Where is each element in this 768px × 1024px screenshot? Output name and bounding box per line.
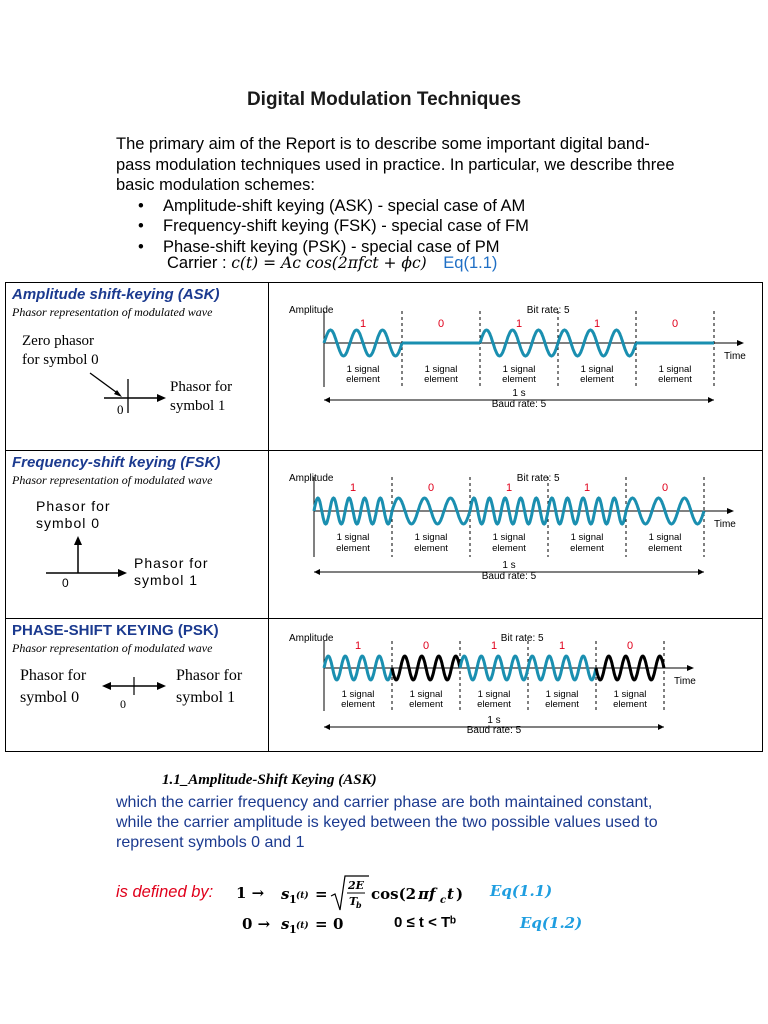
arrowhead (314, 569, 320, 575)
element-label: element (409, 699, 443, 710)
psk-description-cell (6, 619, 269, 752)
svg-text:1: 1 (289, 893, 298, 906)
arrowhead (74, 536, 82, 545)
phasor-label: symbol 0 (36, 515, 101, 531)
element-label: 1 signal (580, 364, 614, 375)
time-label: Time (674, 676, 696, 687)
svg-text:c: c (440, 895, 447, 906)
list-item: • Phase-shift keying (PSK) - special case of PM (116, 237, 676, 258)
intro-paragraph (116, 134, 676, 257)
duration-label: 1 s (487, 715, 501, 726)
bit-rate-label: Bit rate: 5 (516, 473, 560, 484)
arrowhead (118, 569, 127, 577)
equation-1 (236, 872, 479, 916)
bit-label: 1 (490, 640, 498, 652)
amplitude-label: Amplitude (289, 473, 334, 484)
eq1-lhs: 1 → (236, 884, 265, 902)
ask-figure-cell (269, 283, 763, 451)
svg-text:=: = (315, 885, 329, 903)
baud-rate-label: Baud rate: 5 (491, 399, 547, 410)
signal-element-wave (558, 330, 636, 356)
element-label: 1 signal (648, 532, 682, 543)
psk-waveform (269, 619, 763, 752)
fsk-title: Frequency-shift keying (FSK) (12, 454, 221, 471)
bit-label: 1 (354, 640, 362, 652)
svg-text:cos(2: cos(2 (371, 885, 417, 903)
bit-rate-label: Bit rate: 5 (500, 633, 544, 644)
element-label: element (658, 374, 692, 385)
svg-text:1: 1 (289, 923, 298, 936)
phasor-label: Phasor for (176, 667, 243, 684)
time-arrowhead (727, 508, 734, 514)
eq2-formula (275, 914, 355, 936)
signal-element-wave (392, 498, 470, 524)
phasor-label: Phasor for (170, 379, 233, 395)
svg-text:b: b (356, 900, 363, 910)
arrowhead (698, 569, 704, 575)
ask-phasor-diagram (6, 323, 268, 451)
bit-label: 0 (427, 482, 435, 494)
bit-label: 0 (422, 640, 430, 652)
svg-text:(t): (t) (296, 921, 310, 931)
list-item: • Amplitude-shift keying (ASK) - special case of AM (116, 196, 676, 217)
phasor-label: Phasor for (36, 498, 111, 514)
eq1-formula (269, 872, 479, 916)
arrowhead (708, 397, 714, 403)
eq2-lhs: 0 → (242, 915, 271, 933)
signal-element-wave (324, 330, 402, 356)
element-label: element (424, 374, 458, 385)
element-label: element (580, 374, 614, 385)
phasor-label: symbol 1 (134, 572, 199, 588)
element-label: element (341, 699, 375, 710)
signal-element-wave (626, 498, 704, 524)
fsk-phasor-diagram (6, 491, 268, 619)
element-label: element (502, 374, 536, 385)
element-label: 1 signal (502, 364, 536, 375)
table-row (6, 619, 763, 752)
ask-description-cell (6, 283, 269, 451)
element-label: 1 signal (346, 364, 380, 375)
element-label: 1 signal (570, 532, 604, 543)
ask-waveform (269, 283, 763, 451)
arrowhead (658, 724, 664, 730)
svg-text:0: 0 (333, 915, 344, 933)
intro-text: The primary aim of the Report is to describe some important digital band-pass modulation techniques used in practice. In particular, we describe three basic modulation schemes: (116, 135, 675, 194)
carrier-eq-ref: Eq(1.1) (443, 254, 498, 272)
time-label: Time (724, 351, 746, 362)
element-label: 1 signal (545, 689, 579, 700)
duration-label: 1 s (512, 388, 526, 399)
fsk-figure-cell (269, 451, 763, 619)
element-label: element (545, 699, 579, 710)
table-row (6, 283, 763, 451)
list-item: • Frequency-shift keying (FSK) - special case of FM (116, 216, 676, 237)
phasor-label: for symbol 0 (22, 352, 99, 368)
element-label: 1 signal (613, 689, 647, 700)
origin-label: 0 (117, 402, 124, 417)
element-label: element (492, 543, 526, 554)
element-label: element (648, 543, 682, 554)
bit-label: 0 (626, 640, 634, 652)
eq2-ref: Eq(1.2) (520, 914, 583, 932)
time-label: Time (714, 519, 736, 530)
psk-figure-cell (269, 619, 763, 752)
page-title: Digital Modulation Techniques (246, 89, 522, 110)
bit-label: 0 (437, 318, 445, 330)
element-label: element (346, 374, 380, 385)
bit-label: 1 (583, 482, 591, 494)
svg-text:2E: 2E (348, 879, 365, 892)
arrowhead (157, 682, 166, 690)
bit-label: 1 (515, 318, 523, 330)
zero-phasor-pointer (90, 373, 120, 395)
carrier-equation (167, 254, 497, 273)
element-label: 1 signal (341, 689, 375, 700)
arrowhead (324, 397, 330, 403)
arrowhead (324, 724, 330, 730)
phasor-label: Zero phasor (22, 333, 95, 349)
element-label: 1 signal (414, 532, 448, 543)
ask-title: Amplitude shift-keying (ASK) (12, 286, 220, 303)
section-body: which the carrier frequency and carrier phase are both maintained constant, while the carrier amplitude is keyed between the two possible values used to represent symbols 0 and 1 (116, 794, 658, 851)
bit-label: 0 (661, 482, 669, 494)
eq1-ref: Eq(1.1) (490, 882, 553, 900)
carrier-formula: c(t) = Aᴄ cos(2πfᴄt + ϕc) (231, 254, 427, 272)
defined-by-label: is defined by: (116, 883, 214, 901)
svg-text:πf: πf (418, 885, 436, 903)
element-label: element (477, 699, 511, 710)
amplitude-label: Amplitude (289, 633, 334, 644)
element-label: 1 signal (658, 364, 692, 375)
table-row (6, 451, 763, 619)
svg-text:=: = (315, 915, 329, 933)
fsk-description-cell (6, 451, 269, 619)
eq2-condition: 0 ≤ t < Tᵇ (394, 914, 457, 931)
scheme-list (116, 196, 676, 258)
bit-label: 0 (671, 318, 679, 330)
fsk-waveform (269, 451, 763, 619)
carrier-label: Carrier : (167, 254, 227, 272)
baud-rate-label: Baud rate: 5 (481, 571, 537, 582)
arrowhead (157, 394, 166, 402)
svg-text:): ) (456, 885, 464, 903)
element-label: 1 signal (424, 364, 458, 375)
element-label: element (613, 699, 647, 710)
equation-2 (242, 914, 355, 936)
modulation-table (5, 282, 763, 752)
phasor-label: symbol 1 (170, 398, 226, 414)
section-heading: 1.1_Amplitude-Shift Keying (ASK) (162, 772, 377, 788)
fsk-subtitle: Phasor representation of modulated wave (12, 473, 213, 487)
phasor-label: Phasor for (20, 667, 87, 684)
phasor-label: symbol 0 (20, 689, 80, 706)
bit-label: 1 (593, 318, 601, 330)
svg-text:s: s (281, 885, 290, 903)
bit-label: 1 (359, 318, 367, 330)
baud-rate-label: Baud rate: 5 (466, 725, 522, 736)
svg-text:t: t (447, 885, 455, 903)
duration-label: 1 s (502, 560, 516, 571)
amplitude-label: Amplitude (289, 305, 334, 316)
time-arrowhead (687, 665, 694, 671)
psk-title: PHASE-SHIFT KEYING (PSK) (12, 622, 219, 639)
element-label: element (414, 543, 448, 554)
element-label: element (570, 543, 604, 554)
phasor-label: symbol 1 (176, 689, 236, 706)
element-label: 1 signal (477, 689, 511, 700)
element-label: 1 signal (409, 689, 443, 700)
ask-subtitle: Phasor representation of modulated wave (12, 305, 213, 319)
bit-rate-label: Bit rate: 5 (526, 305, 570, 316)
element-label: 1 signal (336, 532, 370, 543)
origin-label: 0 (120, 697, 126, 711)
psk-subtitle: Phasor representation of modulated wave (12, 641, 213, 655)
arrowhead (102, 682, 111, 690)
svg-text:T: T (349, 895, 358, 908)
phasor-label: Phasor for (134, 555, 209, 571)
bit-label: 1 (349, 482, 357, 494)
svg-text:(t): (t) (296, 891, 310, 901)
time-arrowhead (737, 340, 744, 346)
bit-label: 1 (505, 482, 513, 494)
bit-label: 1 (558, 640, 566, 652)
svg-text:s: s (281, 915, 290, 933)
origin-label: 0 (62, 576, 69, 590)
signal-element-wave (480, 330, 558, 356)
element-label: element (336, 543, 370, 554)
element-label: 1 signal (492, 532, 526, 543)
psk-phasor-diagram (6, 659, 268, 752)
